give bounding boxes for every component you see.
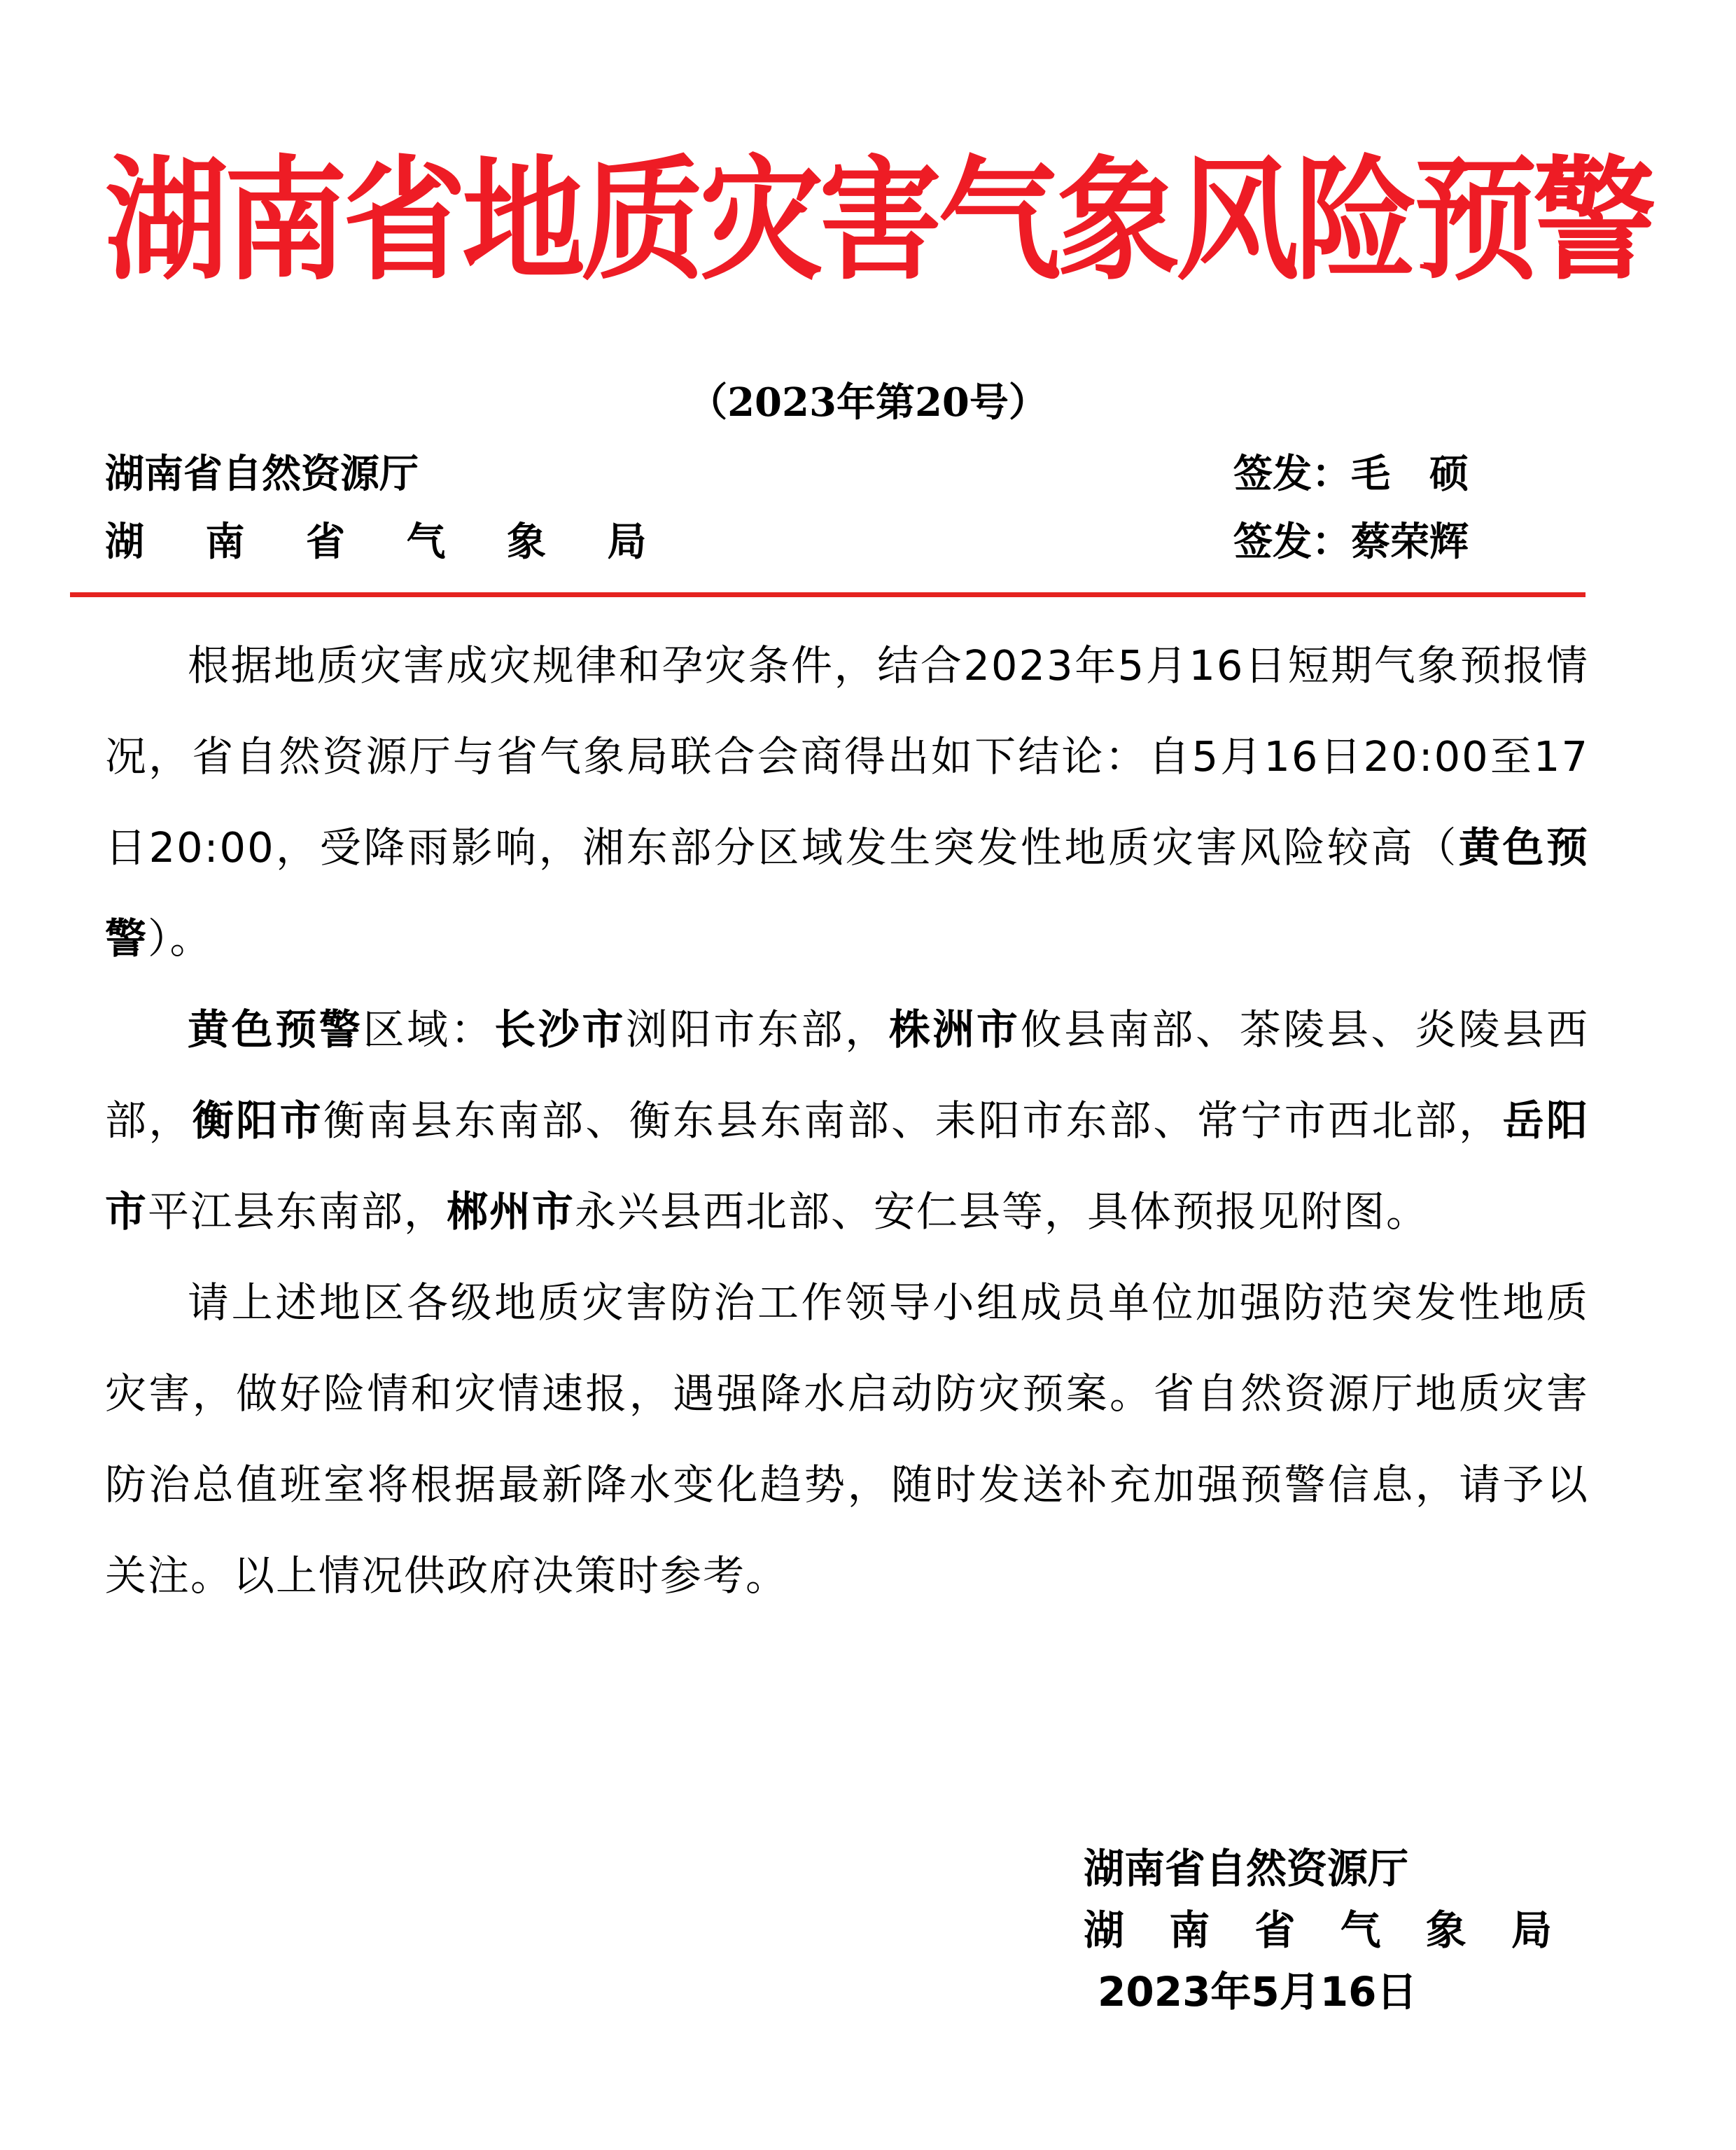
body-text: [105, 620, 1589, 1621]
region-label: 黄色预警: [188, 1005, 363, 1054]
header-rule: [70, 592, 1586, 597]
issuer-signer-2: [1233, 515, 1469, 571]
signer-name-2: 蔡荣辉: [1351, 519, 1469, 565]
forecast-text: 根据地质灾害成灾规律和孕灾条件，结合2023年5月16日短期气象预报情况，省自然资源厅与省气象局联合会商得出如下结论：自5月16日20:00至17日20:00，受降雨影响，湘东部分区域发生突发性地质灾害风险较高（: [105, 641, 1589, 872]
region-areas: 衡南县东南部、衡东县东南部、耒阳市东部、常宁市西北部，: [323, 1096, 1503, 1145]
region-city: 长沙市: [494, 1005, 626, 1054]
region-label-suffix: 区域：: [363, 1005, 495, 1054]
issue-number: （2023年第20号）: [688, 379, 1048, 426]
issuer-agency-2: 湖 南 省 气 象 局: [105, 519, 671, 565]
region-areas: 攸县南部、茶陵县、炎陵县西部，: [105, 1005, 1589, 1145]
region-areas: 平江县东南部，: [148, 1187, 447, 1236]
region-areas: 永兴县西北部、安仁县等，具体预报见附图。: [575, 1187, 1429, 1236]
region-areas: 浏阳市东部，: [626, 1005, 889, 1054]
region-city: 株洲市: [888, 1005, 1021, 1054]
masthead-title: 湖南省地质灾害气象风险预警: [105, 141, 1653, 299]
signature-block: [1084, 1838, 1567, 2023]
warning-level: 黄色预警: [105, 823, 1589, 963]
region-city: 衡阳市: [192, 1096, 323, 1145]
signature-date: 2023年5月16日: [1098, 1968, 1418, 2016]
signer-label-1: 签发：: [1233, 452, 1351, 497]
issuer-signer-1: [1233, 447, 1469, 503]
paragraph-forecast: [105, 620, 1589, 984]
paragraph-regions: [105, 984, 1589, 1257]
paragraph-instructions: 请上述地区各级地质灾害防治工作领导小组成员单位加强防范突发性地质灾害，做好险情和灾情速报，遇强降水启动防灾预案。省自然资源厅地质灾害防治总值班室将根据最新降水变化趋势，随时发送补充加强预警信息，请予以关注。以上情况供政府决策时参考。: [105, 1278, 1589, 1600]
signer-name-1: 毛 硕: [1351, 452, 1469, 497]
forecast-end: ）。: [148, 914, 213, 963]
region-city: 岳阳市: [105, 1096, 1589, 1236]
signature-agency-1: 湖南省自然资源厅: [1084, 1845, 1409, 1892]
signature-agency-2: 湖 南 省 气 象 局: [1084, 1906, 1567, 1954]
region-city: 郴州市: [447, 1187, 575, 1236]
signer-label-2: 签发：: [1233, 519, 1351, 565]
issuer-agency-1: 湖南省自然资源厅: [105, 452, 419, 497]
